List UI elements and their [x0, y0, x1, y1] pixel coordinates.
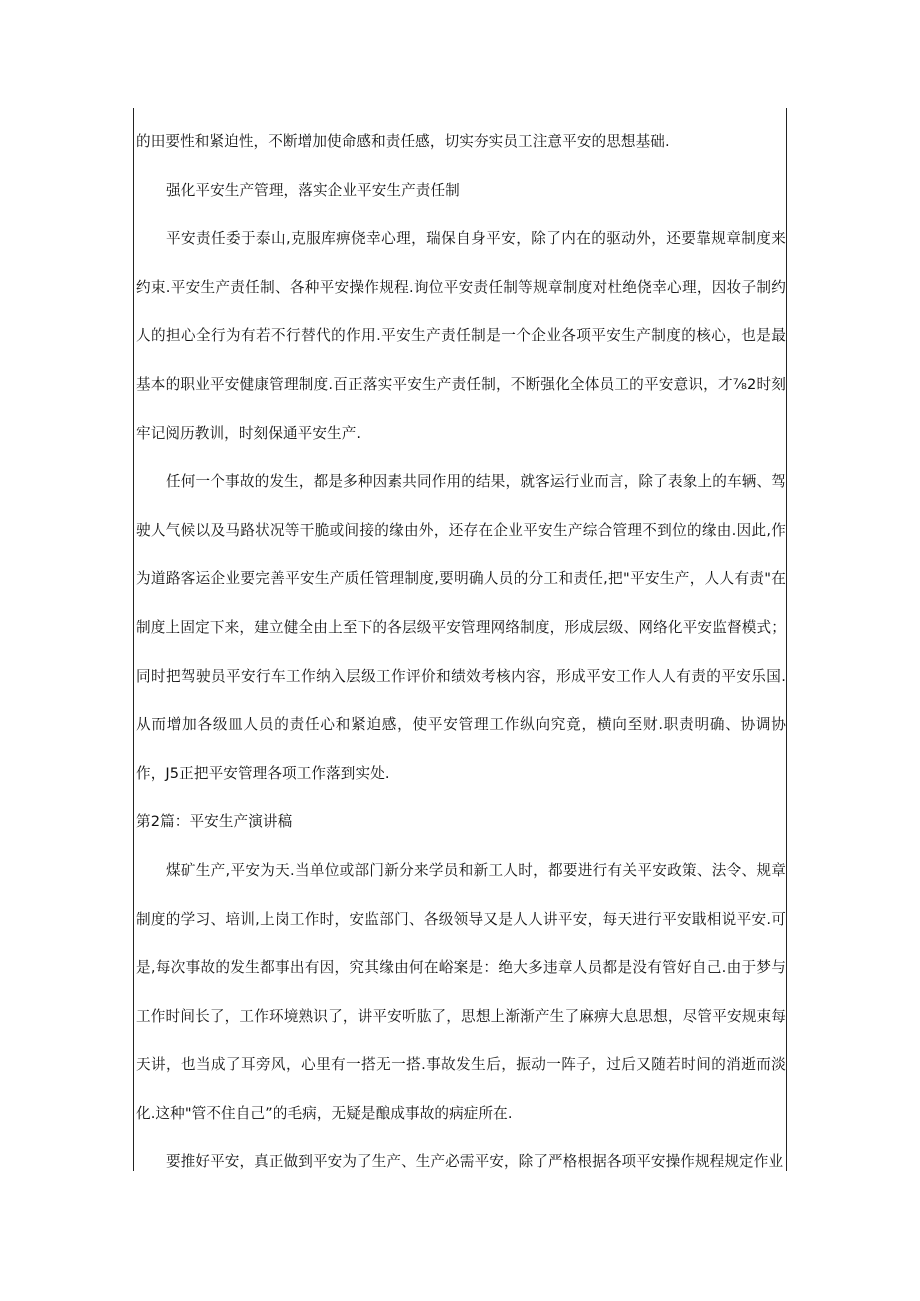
paragraph-responsibility: 平安责任委于泰山,克服库痹侥幸心理，瑞保自身平安，除了内在的驱动外，还要靠规章制度来约束.平安生产责任制、各种平安操作规程.询位平安责任制等规章制度对杜绝侥幸心理，因妆子制约人的担心全行为有若不行替代的作用.平安生产责任制是一个企业各项平安生产制度的核心，也是最基本的职业平安健康管理制度.百正落实平安生产责任制，不断强化全体员工的平安意识，才⅞2时刻牢记阅历教训，时刻保通平安生产.	[136, 230, 786, 442]
paragraph-accident-causes: 任何一个事故的发生，都是多种因素共同作用的结果，就客运行业而言，除了表象上的车辆、驾驶人气候以及马路状况等干脆或间接的缘由外，还存在企业平安生产综合管理不到位的缘由.因此,作为道路客运企业要完善平安生产质任管理制度,要明确人员的分工和责任,把"平安生产，人人有责"在制度上固定下来，建立健全由上至下的各层级平安管理网络制度，形成层级、网络化平安监督模式；同时把驾驶员平安行车工作纳入层级工作评价和绩效考核内容，形成平安工作人人有责的平安乐国.从而增加各级皿人员的责任心和紧迫感，使平安管理工作纵向究竟，横向至财.职责明确、协调协作，J5正把平安管理各项工作落到实处.	[136, 473, 786, 782]
document-body	[136, 118, 786, 1187]
section-title: 第2篇：平安生产演讲稿	[136, 813, 293, 831]
paragraph-final-fragment: 要推好平安，真正做到平安为了生产、生产必需平安，除了严格根据各项平安操作规程规定作业	[166, 1153, 784, 1171]
subheading-responsibility-system: 强化平安生产管理，落实企业平安生产责任制	[166, 181, 460, 199]
paragraph-continuation: 的田要性和紧迫性，不断增加使命感和责任感，切实夯实员工注意平安的思想基础.	[136, 133, 670, 150]
paragraph-coal-mine-safety: 煤矿生产,平安为天.当单位或部门新分来学员和新工人时，都要进行有关平安政策、法令、规章制度的学习、培训,上岗工作时，安监部门、各级领导又是人人讲平安，每天进行平安戢相说平安.可是,每次事故的发生都事出有因，究其缘由何在峪案是：绝大多违章人员都是没有管好自己.由于梦与工作时间长了，工作环境熟识了，讲平安听肱了，思想上渐渐产生了麻痹大息思想，尽管平安规束每天讲，也当成了耳旁风，心里有一搭无一搭.事故发生后，振动一阵子，过后又随若时间的消逝而淡化.这种"管不住自己”的毛病，无疑是酿成事故的病症所在.	[136, 861, 786, 1122]
